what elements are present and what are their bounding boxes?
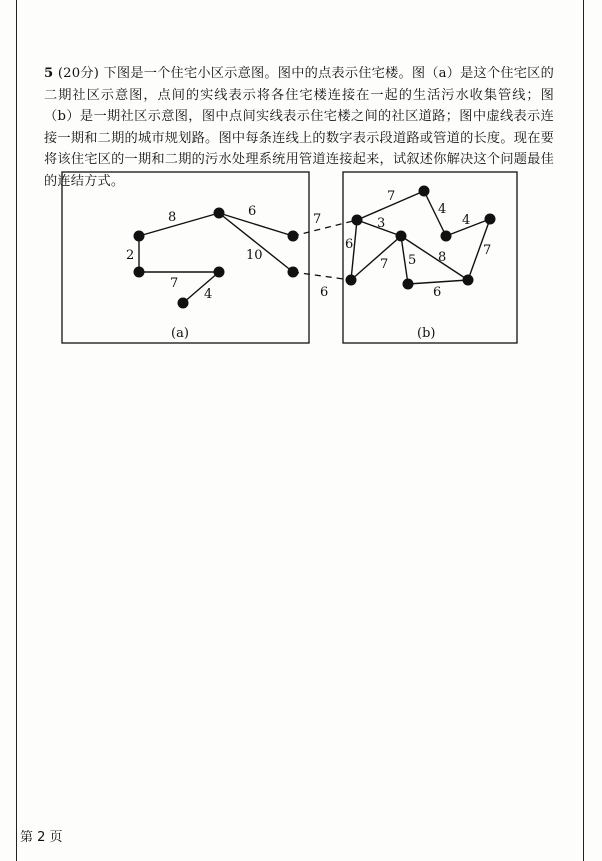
node-b-2 — [419, 186, 430, 197]
node-b-6 — [346, 275, 357, 286]
label-b-6-left: 6 — [345, 237, 354, 252]
node-a-4 — [288, 267, 299, 278]
label-b-5: 5 — [408, 253, 417, 268]
page-number: 第 2 页 — [20, 830, 63, 845]
figure-b-nodes — [346, 186, 496, 290]
edge-a-10 — [219, 213, 293, 272]
label-b-7-right: 7 — [483, 243, 492, 258]
node-b-3 — [441, 231, 452, 242]
label-b-4-left: 4 — [438, 202, 447, 217]
figure-a-edges — [139, 213, 293, 303]
label-a-10: 10 — [246, 248, 263, 263]
label-b-4-right: 4 — [462, 213, 471, 228]
figure-a-frame — [62, 172, 309, 343]
figure-b-edges — [351, 191, 490, 284]
node-a-1 — [134, 231, 145, 242]
figure-a-nodes — [134, 208, 299, 309]
node-a-6 — [214, 267, 225, 278]
node-b-1 — [352, 215, 363, 226]
label-a-8: 8 — [168, 210, 177, 225]
label-b-3: 3 — [377, 216, 386, 231]
node-b-7 — [403, 279, 414, 290]
node-b-5 — [396, 231, 407, 242]
node-b-8 — [463, 275, 474, 286]
label-b-7-top: 7 — [387, 189, 396, 204]
label-b-6-bottom: 6 — [433, 285, 442, 300]
label-connector-6: 6 — [320, 285, 329, 300]
node-a-5 — [134, 267, 145, 278]
node-a-7 — [178, 298, 189, 309]
label-b-8: 8 — [438, 250, 447, 265]
label-a-7: 7 — [170, 276, 179, 291]
edge-b-5 — [401, 236, 408, 284]
question-points: (20分) — [57, 66, 100, 81]
connector-upper — [293, 220, 357, 236]
label-a-6: 6 — [248, 204, 257, 219]
edge-a-8 — [139, 213, 219, 236]
figure-b-caption: (b) — [417, 326, 436, 341]
label-a-4: 4 — [204, 287, 213, 302]
edge-a-4 — [183, 272, 219, 303]
question-number: 5 — [44, 66, 54, 81]
node-b-4 — [485, 214, 496, 225]
label-a-2: 2 — [126, 248, 135, 263]
edge-b-7-middle — [351, 236, 401, 280]
label-b-7-middle: 7 — [380, 257, 389, 272]
node-a-2 — [214, 208, 225, 219]
node-a-3 — [288, 231, 299, 242]
label-connector-7: 7 — [313, 212, 322, 227]
edge-b-6-bottom — [408, 280, 468, 284]
question-text: 下图是一个住宅小区示意图。图中的点表示住宅楼。图（a）是这个住宅区的二期社区示意图，点间的实线表示将各住宅楼连接在一起的生活污水收集管线；图（b）是一期社区示意图，图中点间实线表示住宅楼之间的社区道路；图中虚线表示连接一期和二期的城市规划路。图中每条连线上的数字表示段道路或管道的长度。现在要将该住宅区的一期和二期的污水处理系统用管道连接起来，试叙述你解决这个问题最佳的连结方式。 — [44, 66, 554, 189]
connector-lower — [293, 272, 351, 280]
figure-a-caption: (a) — [171, 326, 189, 341]
